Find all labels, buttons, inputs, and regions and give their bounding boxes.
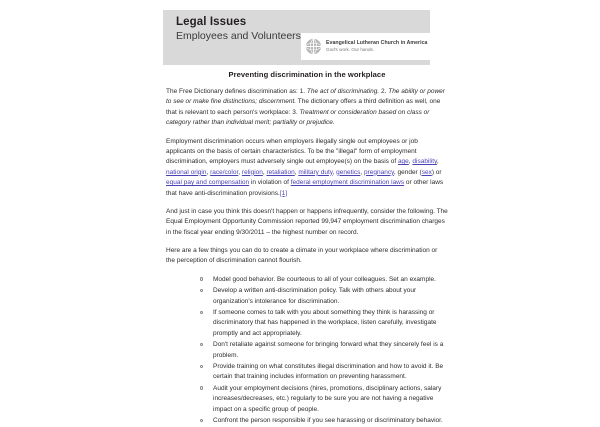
link-religion[interactable]: religion (241, 168, 263, 176)
definition-mid-2: The dictionary offers a third definition as well, one that is relevant to each person's workplace: 3. (166, 98, 441, 116)
list-item-text: Confront the person responsible if you see harassing or discriminatory behavior. (213, 416, 443, 424)
list-item (200, 286, 448, 307)
gender-suffix: ) or (431, 168, 442, 176)
bullet-circle-icon (200, 419, 203, 422)
list-item (200, 275, 448, 285)
list-item-text: Develop a written anti-discrimination policy. Talk with others about your organization's intolerance for discrimination. (213, 287, 417, 305)
organization-logo (301, 33, 440, 60)
gender-prefix: , gender ( (393, 168, 422, 176)
page-title: Legal Issues (176, 16, 247, 28)
logo-tagline: God's work. Our hands. (326, 46, 375, 52)
paragraph-tips-intro: Here are a few things you can do to create a climate in your workplace where discrimination or the perception of discrimination cannot flourish. (166, 247, 438, 265)
footnote-reference-1[interactable]: [1] (279, 189, 288, 197)
elca-globe-cross-icon (305, 38, 322, 55)
list-item (200, 340, 448, 361)
link-disability[interactable]: disability (412, 158, 437, 166)
definition-italic-1: The act of discriminating. (306, 88, 380, 95)
bullet-circle-icon (200, 277, 203, 280)
list-item (200, 384, 448, 415)
list-item-text: Model good behavior. Be courteous to all of your colleagues. Set an example. (213, 275, 436, 283)
list-item (200, 362, 448, 383)
employment-discrimination-mid: in violation of (249, 179, 291, 187)
list-item-text: Provide training on what constitutes illegal discrimination and how to avoid it. Be certain that training includes information on preventing harassment. (213, 362, 444, 381)
tips-list (166, 275, 448, 426)
bullet-circle-icon (200, 386, 203, 389)
logo-organization-name: Evangelical Lutheran Church in America (326, 40, 428, 47)
bullet-circle-icon (200, 365, 203, 368)
definition-lead: The Free Dictionary defines discrimination as: 1. (166, 88, 307, 95)
link-retaliation[interactable]: retaliation (266, 168, 295, 176)
list-item-text: Audit your employment decisions (hires, promotions, disciplinary actions, salary increases/decreases, etc.) regularly to be sure you are not having a negative impact on a specific group of people. (213, 384, 442, 413)
bullet-circle-icon (200, 311, 203, 314)
link-federal-employment-discrimination-laws[interactable]: federal employment discrimination laws (290, 179, 405, 187)
list-item (200, 416, 448, 426)
list-item-text: If someone comes to talk with you about something they think is harassing or discriminatory that has happened in the workplace, listen carefully, investigate promptly and act appropriately. (213, 309, 437, 337)
link-military-duty[interactable]: military duty (298, 168, 333, 176)
list-item-text: Don't retaliate against someone for bringing forward what they sincerely feel is a problem. (213, 341, 444, 359)
link-national-origin[interactable]: national origin (166, 168, 207, 176)
link-genetics[interactable]: genetics (336, 168, 361, 176)
link-equal-pay-and-compensation[interactable]: equal pay and compensation (166, 179, 250, 187)
employment-discrimination-tail: or other laws that have anti-discrimination provisions. (166, 179, 444, 197)
paragraph-employment-discrimination: Employment discrimination occurs when employers illegally single out employees or job applicants on the basis of certain characteristics. To be the "illegal" form of employment discrimination, employers must adversely single out employee(s) on the basis of age, disability, national origin, race/color, religion, retaliation, military duty, genetics, pregnancy, gender (sex) or equal pay and compensation in violation of federal employment discrimination laws or other laws that have anti-discrimination provisions.[1] (166, 137, 444, 197)
employment-discrimination-intro: Employment discrimination occurs when employers illegally single out employees or job applicants on the basis of certain characteristics. To be the "illegal" form of employment discrimination, employers must adversely single out employee(s) on the basis of (166, 137, 418, 166)
link-sex[interactable]: sex (421, 168, 432, 176)
paragraph-definition (166, 87, 448, 129)
link-pregnancy[interactable]: pregnancy (364, 168, 394, 176)
definition-mid-1: 2. (379, 88, 389, 95)
link-race-color[interactable]: race/color (210, 168, 239, 176)
link-age[interactable]: age (397, 158, 409, 166)
document-body (166, 70, 448, 427)
paragraph-eeoc-statistics: And just in case you think this doesn't happen or happens infrequently, consider the following. The Equal Employment Opportunity Commission reported 99,947 employment discrimination charges in the fiscal year ending 9/30/2011 – the highest number on record. (166, 207, 448, 236)
definition-italic-2: The ability or power to see or make fine distinctions; discernment. (166, 88, 445, 106)
bullet-circle-icon (200, 289, 203, 292)
page-subtitle: Employees and Volunteers (176, 30, 301, 42)
definition-italic-3: Treatment or consideration based on class or category rather than individual merit; partiality or prejudice. (166, 108, 430, 127)
list-item (200, 308, 448, 339)
bullet-circle-icon (200, 343, 203, 346)
article-title: Preventing discrimination in the workplace (228, 70, 386, 79)
